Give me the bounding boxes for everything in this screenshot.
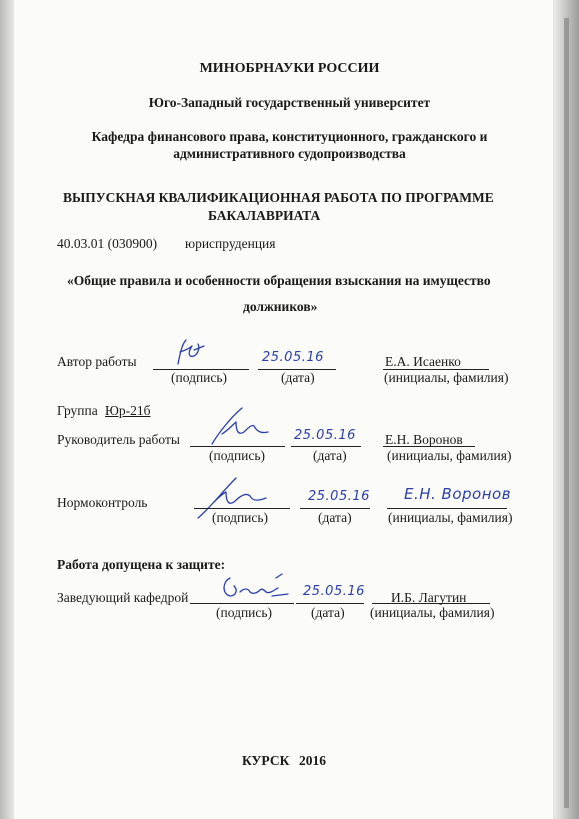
head-of-dept-caption-sign: (подпись) xyxy=(216,605,273,620)
author-date: 25.05.16 xyxy=(262,350,324,365)
author-name: Е.А. Исаенко xyxy=(385,354,461,369)
program-code: 40.03.01 (030900) xyxy=(57,236,158,251)
head-of-dept-caption-date: (дата) xyxy=(311,605,345,620)
author-caption-name: (инициалы, фамилия) xyxy=(384,370,509,385)
author-caption-sign: (подпись) xyxy=(171,370,228,385)
ministry-heading: МИНОБРНАУКИ РОССИИ xyxy=(199,61,380,76)
head-of-dept-caption-name: (инициалы, фамилия) xyxy=(370,605,495,620)
supervisor-name-line xyxy=(383,446,475,447)
footer-city: КУРСК xyxy=(242,753,290,768)
work-type-line-1: ВЫПУСКНАЯ КВАЛИФИКАЦИОННАЯ РАБОТА ПО ПРОГРАММЕ xyxy=(63,190,494,205)
group-label: Группа xyxy=(57,403,98,418)
normcontrol-sign-line xyxy=(194,508,290,509)
head-of-dept-date-line xyxy=(296,603,364,604)
supervisor-date: 25.05.16 xyxy=(294,428,356,443)
supervisor-caption-date: (дата) xyxy=(313,448,347,463)
normcontrol-label: Нормоконтроль xyxy=(57,495,148,510)
normcontrol-caption-name: (инициалы, фамилия) xyxy=(388,510,513,525)
author-caption-date: (дата) xyxy=(281,370,315,385)
specialty-name: юриспруденция xyxy=(185,236,276,251)
author-signature xyxy=(168,336,208,370)
supervisor-sign-line xyxy=(190,446,285,447)
head-of-dept-signature xyxy=(216,572,294,604)
university-name: Юго-Западный государственный университет xyxy=(148,95,431,110)
normcontrol-date: 25.05.16 xyxy=(308,489,370,504)
supervisor-caption-sign: (подпись) xyxy=(209,448,266,463)
footer-year: 2016 xyxy=(299,753,326,768)
head-of-dept-name: И.Б. Лагутин xyxy=(391,590,467,605)
department-line-2: административного судопроизводства xyxy=(173,146,406,161)
supervisor-name: Е.Н. Воронов xyxy=(385,432,463,447)
supervisor-date-line xyxy=(291,446,361,447)
normcontrol-caption-date: (дата) xyxy=(318,510,352,525)
supervisor-label: Руководитель работы xyxy=(57,432,180,447)
head-of-dept-sign-line xyxy=(190,603,294,604)
thesis-title-line-2: должников» xyxy=(243,299,318,314)
supervisor-caption-name: (инициалы, фамилия) xyxy=(387,448,512,463)
head-of-dept-date: 25.05.16 xyxy=(303,584,365,599)
normcontrol-name-line xyxy=(387,508,507,509)
department-line-1: Кафедра финансового права, конституционного, гражданского и xyxy=(91,129,488,144)
normcontrol-caption-sign: (подпись) xyxy=(212,510,269,525)
head-of-dept-label: Заведующий кафедрой xyxy=(57,590,189,605)
supervisor-signature xyxy=(208,404,278,448)
head-of-dept-name-line xyxy=(372,603,490,604)
scan-left-edge xyxy=(0,0,14,819)
thesis-title-line-1: «Общие правила и особенности обращения взыскания на имущество xyxy=(67,273,491,288)
normcontrol-date-line xyxy=(300,508,370,509)
normcontrol-name: Е.Н. Воронов xyxy=(404,485,512,503)
author-label: Автор работы xyxy=(57,354,137,369)
group-value: Юр-21б xyxy=(105,403,151,418)
work-type-line-2: БАКАЛАВРИАТА xyxy=(208,208,321,223)
admission-heading: Работа допущена к защите: xyxy=(57,557,226,572)
